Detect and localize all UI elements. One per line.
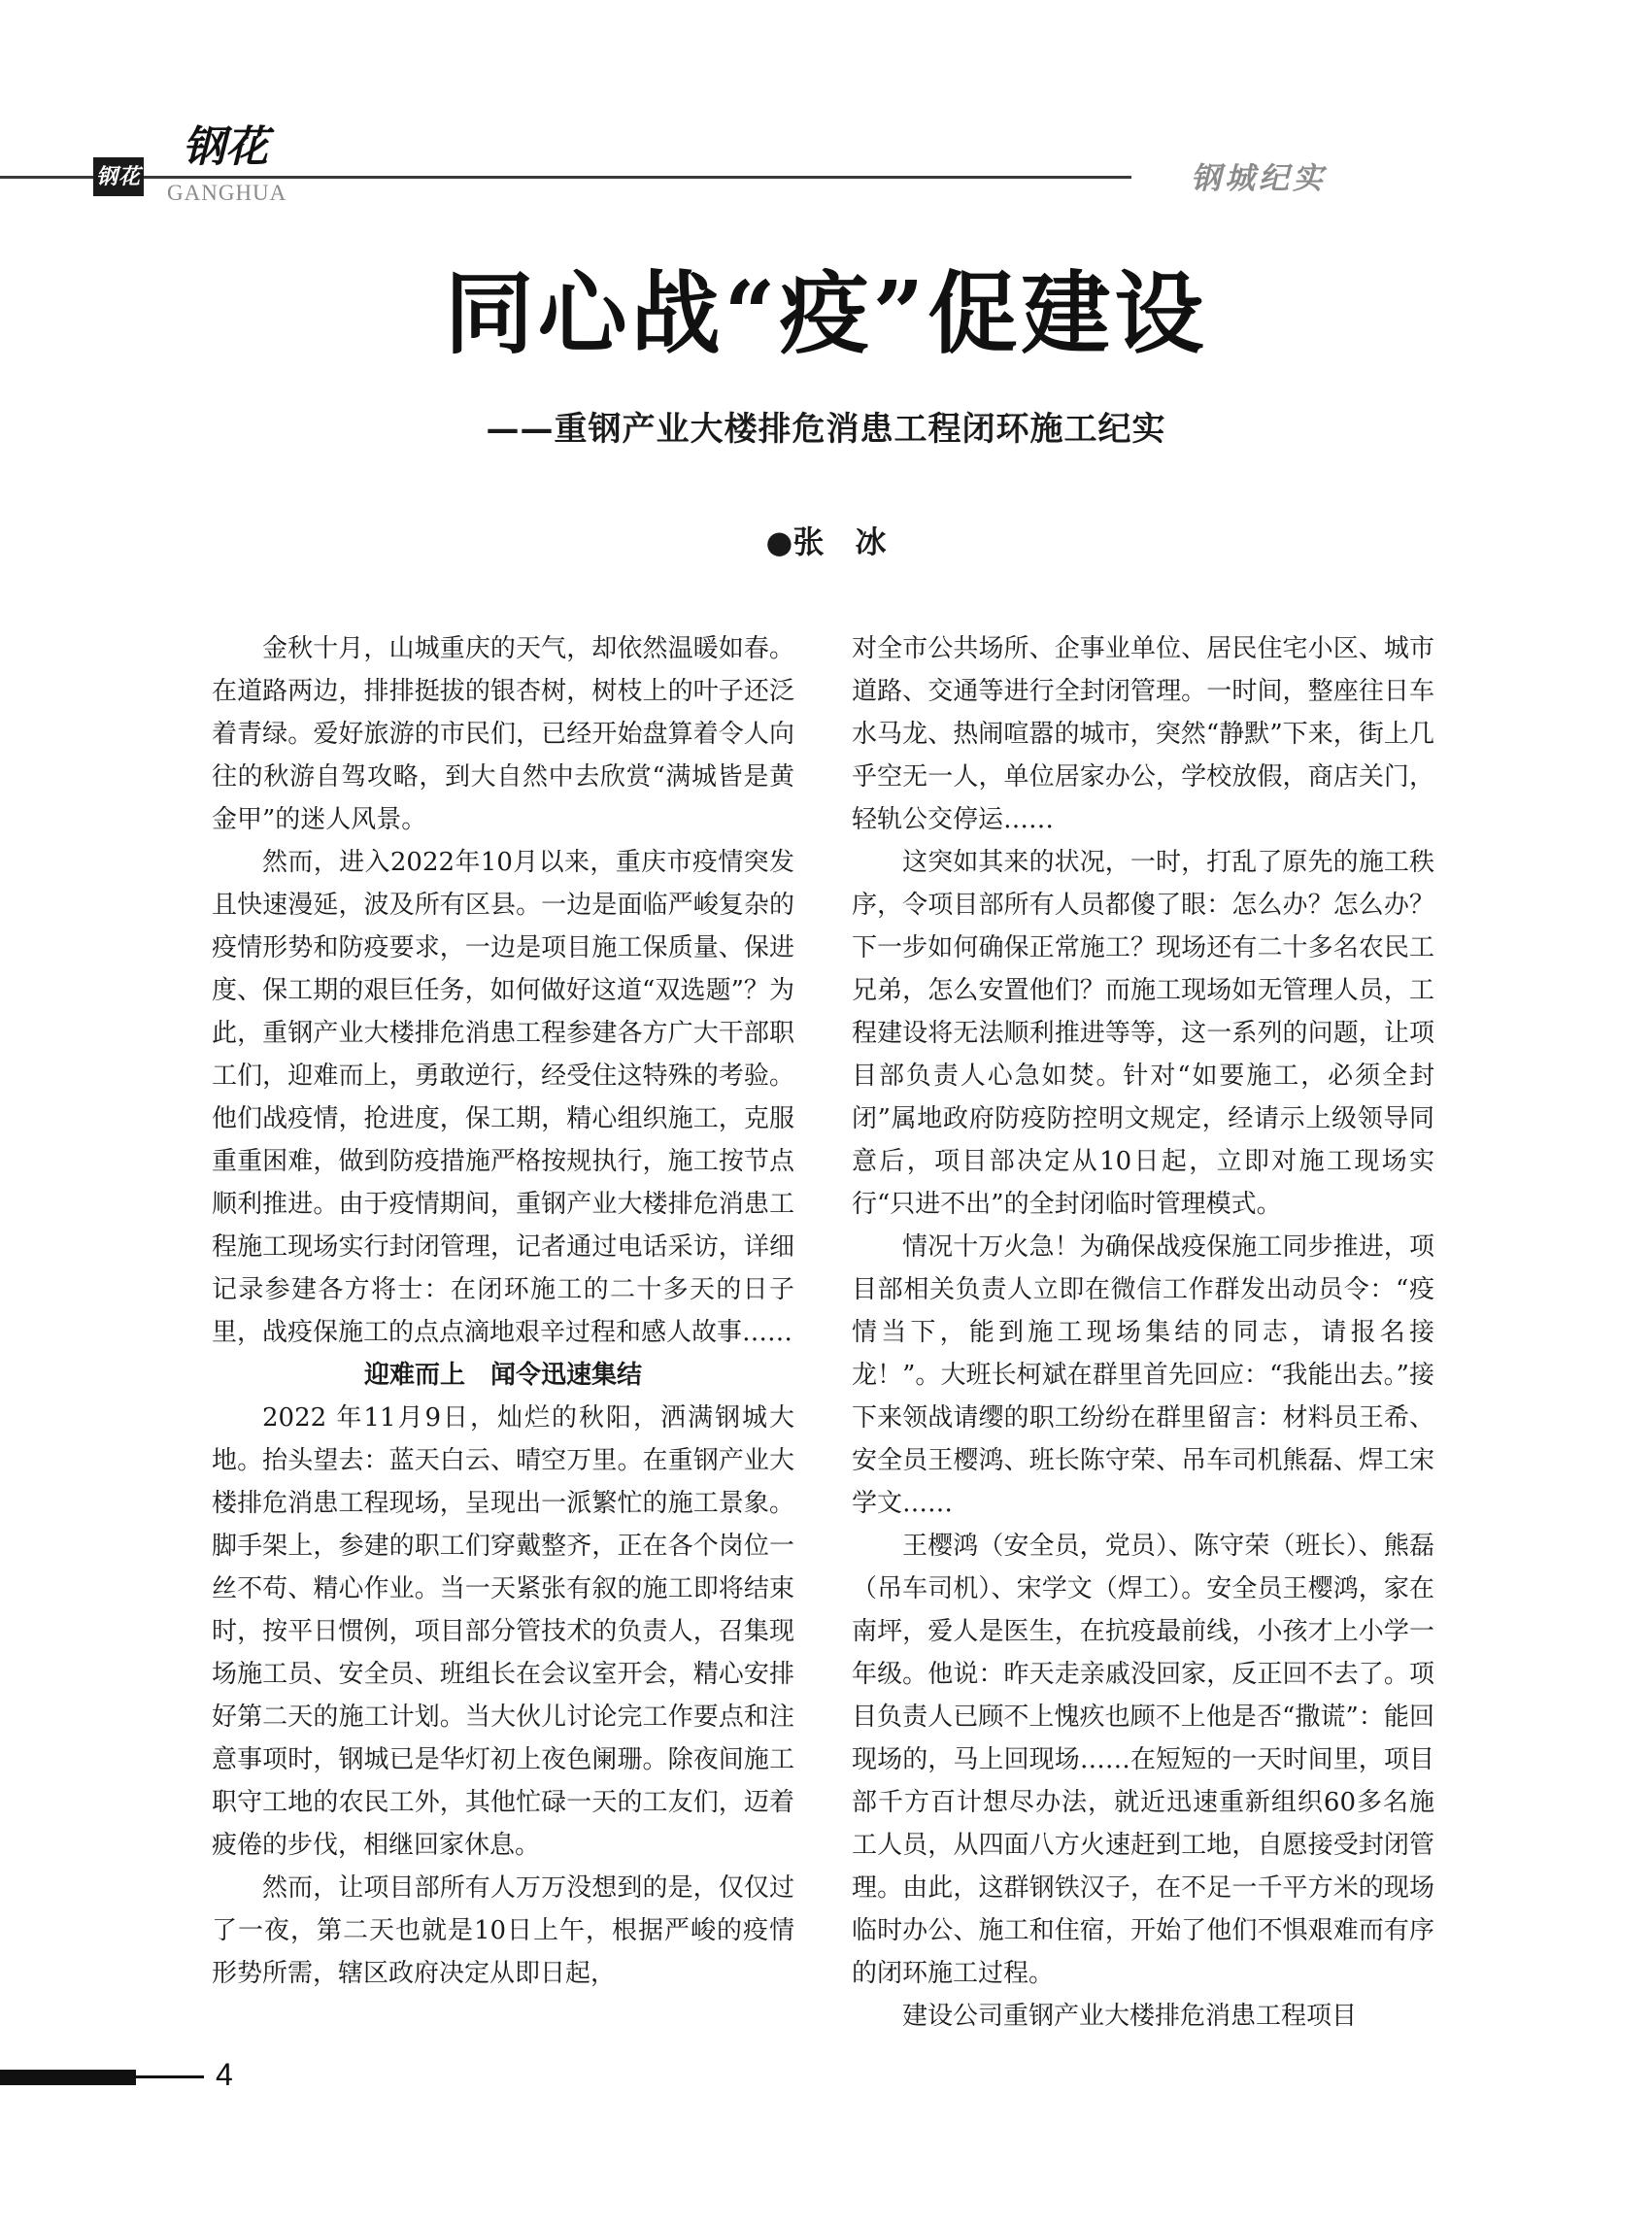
page-number: 4 (216, 2057, 233, 2092)
header-rule (0, 176, 1131, 179)
paragraph: 王樱鸿（安全员，党员）、陈守荣（班长）、熊磊（吊车司机）、宋学文（焊工）。安全员王樱鸿，家在南坪，爱人是医生，在抗疫最前线，小孩才上小学一年级。他说：昨天走亲戚没回家，反正回不去了。项目负责人已顾不上愧疚也顾不上他是否“撒谎”：能回现场的，马上回现场……在短短的一天时间里，项目部千方百计想尽办法，就近迅速重新组织60多名施工人员，从四面八方火速赶到工地，自愿接受封闭管理。由此，这群钢铁汉子，在不足一千平方米的现场临时办公、施工和住宿，开始了他们不惧艰难而有序的闭环施工过程。 (852, 1532, 1434, 1988)
section-heading: 迎难而上 闻令迅速集结 (363, 1361, 642, 1390)
left-column (212, 627, 794, 1995)
paragraph: 情况十万火急！为确保战疫保施工同步推进，项目部相关负责人立即在微信工作群发出动员令：“疫情当下，能到施工现场集结的同志，请报名接龙！”。大班长柯斌在群里首先回应：“我能出去。”接下来领战请缨的职工纷纷在群里留言：材料员王希、安全员王樱鸿、班长陈守荣、吊车司机熊磊、焊工宋学文…… (852, 1232, 1434, 1518)
article-title: 同心战“疫”促建设 (444, 261, 1208, 366)
magazine-logo-box: 钢花 (93, 157, 144, 196)
paragraph: 然而，让项目部所有人万万没想到的是，仅仅过了一夜，第二天也就是10日上午，根据严峻的疫情形势所需，辖区政府决定从即日起， (212, 1873, 794, 1988)
paragraph: 然而，进入2022年10月以来，重庆市疫情突发且快速漫延，波及所有区县。一边是面临严峻复杂的疫情形势和防疫要求，一边是项目施工保质量、保进度、保工期的艰巨任务，如何做好这道“双选题”？为此，重钢产业大楼排危消患工程参建各方广大干部职工们，迎难而上，勇敢逆行，经受住这特殊的考验。他们战疫情，抢进度，保工期，精心组织施工，克服重重困难，做到防疫措施严格按规执行，施工按节点顺利推进。由于疫情期间，重钢产业大楼排危消患工程施工现场实行封闭管理，记者通过电话采访，详细记录参建各方将士：在闭环施工的二十多天的日子里，战疫保施工的点点滴地艰辛过程和感人故事…… (212, 848, 794, 1347)
article-byline: ●张 冰 (765, 523, 887, 560)
right-column (852, 627, 1434, 2038)
paragraph: 这突如其来的状况，一时，打乱了原先的施工秩序，令项目部所有人员都傻了眼：怎么办？怎么办？下一步如何确保正常施工？现场还有二十多名农民工兄弟，怎么安置他们？而施工现场如无管理人员，工程建设将无法顺利推进等等，这一系列的问题，让项目部负责人心急如焚。针对“如要施工，必须全封闭”属地政府防疫防控明文规定，经请示上级领导同意后，项目部决定从10日起，立即对施工现场实行“只进不出”的全封闭临时管理模式。 (852, 848, 1434, 1219)
magazine-logo-latin: GANGHUA (167, 181, 287, 205)
footer-bar (0, 2070, 136, 2085)
paragraph: 金秋十月，山城重庆的天气，却依然温暖如春。在道路两边，排排挺拔的银杏树，树枝上的叶子还泛着青绿。爱好旅游的市民们，已经开始盘算着令人向往的秋游自驾攻略，到大自然中去欣赏“满城皆是黄金甲”的迷人风景。 (212, 634, 794, 834)
footer-rule (136, 2075, 204, 2078)
paragraph-continued: 对全市公共场所、企事业单位、居民住宅小区、城市道路、交通等进行全封闭管理。一时间，整座往日车水马龙、热闹喧嚣的城市，突然“静默”下来，街上几乎空无一人，单位居家办公，学校放假，商店关门，轻轨公交停运…… (852, 634, 1434, 834)
magazine-logo-script: 钢花 (175, 122, 276, 173)
article-subtitle: ——重钢产业大楼排危消患工程闭环施工纪实 (486, 410, 1166, 449)
paragraph: 建设公司重钢产业大楼排危消患工程项目 (902, 2002, 1358, 2031)
column-tag: 钢城纪实 (1191, 161, 1327, 196)
paragraph: 2022 年11月9日，灿烂的秋阳，洒满钢城大地。抬头望去：蓝天白云、晴空万里。在重钢产业大楼排危消患工程现场，呈现出一派繁忙的施工景象。脚手架上，参建的职工们穿戴整齐，正在各个岗位一丝不苟、精心作业。当一天紧张有叙的施工即将结束时，按平日惯例，项目部分管技术的负责人，召集现场施工员、安全员、班组长在会议室开会，精心安排好第二天的施工计划。当大伙儿讨论完工作要点和注意事项时，钢城已是华灯初上夜色阑珊。除夜间施工职守工地的农民工外，其他忙碌一天的工友们，迈着疲倦的步伐，相继回家休息。 (212, 1403, 794, 1860)
